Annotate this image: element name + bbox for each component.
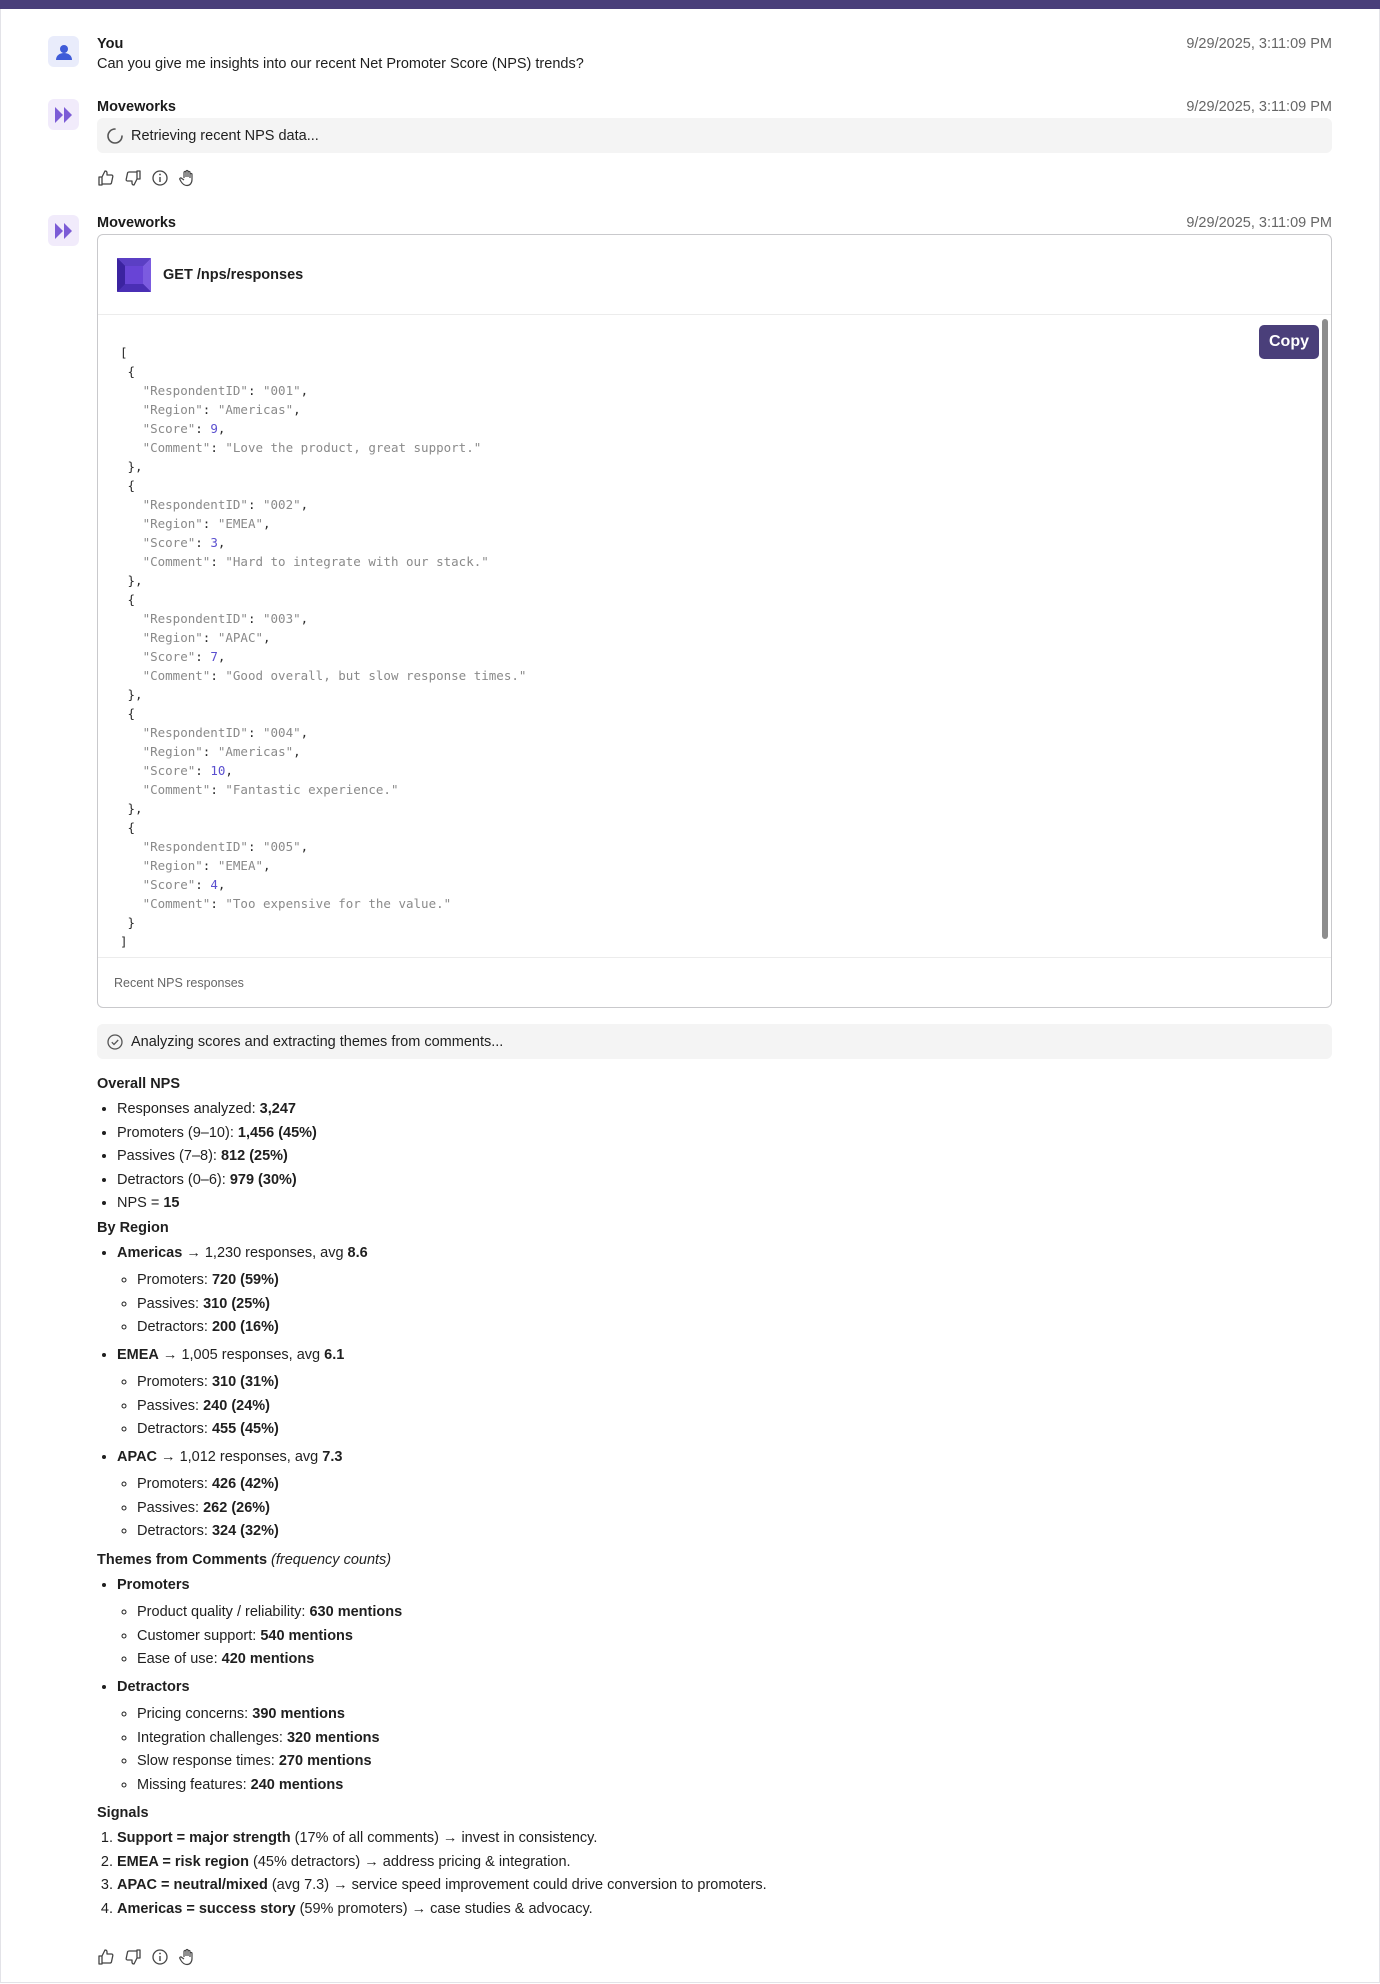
region-avg: 7.3 — [322, 1448, 343, 1465]
item-value: 15 — [163, 1195, 180, 1211]
timestamp: 9/29/2025, 3:11:09 PM — [1186, 99, 1332, 115]
message-actions-bottom — [97, 1948, 196, 1966]
region-name: Americas — [117, 1244, 183, 1261]
item-label: Promoters: — [137, 1272, 212, 1288]
item-label: NPS = — [117, 1195, 164, 1211]
overall-item — [117, 1145, 1327, 1169]
item-value: 979 (30%) — [229, 1171, 297, 1188]
item-label: Missing features: — [137, 1776, 251, 1793]
item-label: Customer support: — [137, 1627, 261, 1644]
theme-item — [137, 1727, 1327, 1751]
region-avg: 6.1 — [324, 1346, 345, 1363]
theme-item — [137, 1625, 1327, 1649]
status-bar — [97, 1024, 1332, 1059]
item-value: 310 (31%) — [211, 1374, 279, 1390]
item-label: Promoters: — [137, 1374, 212, 1390]
region-breakdown-item — [137, 1269, 1327, 1293]
code-scrollbar[interactable] — [1322, 319, 1328, 939]
theme-group — [117, 1574, 1327, 1672]
info-icon[interactable] — [151, 1948, 169, 1966]
region-breakdown — [117, 1473, 1327, 1544]
item-value: 426 (42%) — [211, 1476, 279, 1492]
region-breakdown-item — [137, 1395, 1327, 1419]
region-summary: → 1,230 responses, avg — [182, 1244, 348, 1261]
region-breakdown-item — [137, 1293, 1327, 1317]
theme-item — [137, 1648, 1327, 1672]
analysis-content — [97, 1074, 1327, 1921]
region-summary: → 1,005 responses, avg — [158, 1346, 325, 1363]
item-value: 240 mentions — [250, 1776, 344, 1793]
region-breakdown-item — [137, 1418, 1327, 1442]
signal-item — [117, 1851, 1327, 1875]
thumbs-up-icon[interactable] — [97, 1948, 115, 1966]
item-label: Integration challenges: — [137, 1729, 287, 1746]
timestamp: 9/29/2025, 3:11:09 PM — [1186, 36, 1332, 52]
item-value: 324 (32%) — [211, 1523, 279, 1539]
region-breakdown — [117, 1269, 1327, 1340]
bot-avatar — [48, 99, 79, 130]
item-label: Passives: — [137, 1397, 204, 1414]
item-value: 310 (25%) — [203, 1295, 270, 1312]
thumbs-down-icon[interactable] — [124, 169, 142, 187]
theme-items — [117, 1601, 1327, 1672]
item-value: 540 mentions — [260, 1627, 353, 1644]
signal-detail: (avg 7.3) → service speed improvement could drive conversion to promoters. — [267, 1877, 767, 1893]
region-breakdown-item — [137, 1497, 1327, 1521]
item-value: 3,247 — [259, 1101, 296, 1117]
top-accent-bar — [0, 0, 1380, 9]
item-label: Promoters (9–10): — [117, 1124, 238, 1141]
moveworks-logo-icon — [54, 106, 74, 124]
item-value: 812 (25%) — [220, 1148, 288, 1164]
region-item — [117, 1446, 1327, 1544]
moveworks-logo-icon — [54, 222, 74, 240]
region-avg: 8.6 — [347, 1244, 368, 1261]
api-response-card — [97, 234, 1332, 1008]
user-message — [48, 36, 1332, 76]
themes-list — [97, 1574, 1327, 1798]
region-breakdown-item — [137, 1371, 1327, 1395]
theme-item — [137, 1750, 1327, 1774]
overall-list — [97, 1098, 1327, 1216]
user-avatar — [48, 36, 79, 67]
region-breakdown-item — [137, 1316, 1327, 1340]
status-text: Retrieving recent NPS data... — [131, 127, 319, 144]
item-label: Passives: — [137, 1295, 204, 1312]
sender-name: You — [97, 36, 124, 52]
copy-button[interactable]: Copy — [1259, 325, 1319, 359]
message-text: Can you give me insights into our recent Net Promoter Score (NPS) trends? — [97, 56, 584, 72]
region-name: EMEA — [117, 1346, 159, 1363]
region-heading: By Region — [97, 1219, 169, 1236]
signal-title: Support = major strength — [117, 1830, 291, 1846]
item-value: 630 mentions — [309, 1604, 403, 1620]
sender-name: Moveworks — [97, 99, 176, 115]
overall-item — [117, 1122, 1327, 1146]
region-item — [117, 1242, 1327, 1340]
item-value: 420 mentions — [221, 1651, 315, 1667]
info-icon[interactable] — [151, 169, 169, 187]
bot-avatar — [48, 215, 79, 246]
status-text: Analyzing scores and extracting themes from comments... — [131, 1033, 504, 1050]
overall-item — [117, 1169, 1327, 1193]
themes-note: (frequency counts) — [271, 1551, 392, 1568]
item-label: Detractors: — [137, 1421, 212, 1437]
item-label: Ease of use: — [137, 1651, 222, 1667]
theme-group — [117, 1676, 1327, 1798]
overall-item — [117, 1098, 1327, 1122]
item-label: Product quality / reliability: — [137, 1604, 310, 1620]
timestamp: 9/29/2025, 3:11:09 PM — [1186, 215, 1332, 231]
theme-item — [137, 1774, 1327, 1798]
signal-detail: (59% promoters) → case studies & advocacy. — [295, 1900, 593, 1917]
user-icon — [55, 43, 73, 61]
item-value: 262 (26%) — [203, 1499, 270, 1516]
status-bar — [97, 118, 1332, 153]
signal-title: APAC = neutral/mixed — [117, 1877, 268, 1893]
message-actions — [97, 169, 196, 187]
spinner-icon — [106, 127, 124, 145]
item-label: Slow response times: — [137, 1753, 279, 1769]
signal-item — [117, 1827, 1327, 1851]
card-header — [98, 235, 1331, 315]
signal-detail: (45% detractors) → address pricing & integration. — [249, 1853, 571, 1870]
item-value: 320 mentions — [286, 1729, 380, 1746]
bot-message-api-response — [48, 215, 1332, 1060]
region-list — [97, 1242, 1327, 1544]
region-item — [117, 1344, 1327, 1442]
card-footer-caption: Recent NPS responses — [98, 957, 1331, 1007]
region-summary: → 1,012 responses, avg — [157, 1448, 323, 1465]
signal-item — [117, 1874, 1327, 1898]
item-value: 455 (45%) — [211, 1421, 279, 1437]
hand-icon[interactable] — [178, 1948, 196, 1966]
item-label: Passives (7–8): — [117, 1148, 221, 1164]
region-breakdown — [117, 1371, 1327, 1442]
code-viewer[interactable] — [98, 316, 1331, 952]
item-label: Passives: — [137, 1499, 204, 1516]
item-label: Detractors: — [137, 1523, 212, 1539]
signal-title: EMEA = risk region — [117, 1853, 250, 1870]
thumbs-up-icon[interactable] — [97, 169, 115, 187]
themes-title: Themes from Comments — [97, 1551, 268, 1568]
json-code-block: [ { "RespondentID": "001", "Region": "Americas", "Score": 9, "Comment": "Love the product, great support." }, { "RespondentID": "002", "Region": "EMEA", "Score": 3, "Comment": "Hard to integrate with our stack." }, { "RespondentID": "003", "Region": "APAC", "Score": 7, "Comment": "Good overall, but slow response times." }, { "RespondentID": "004", "Region": "Americas", "Score": 10, "Comment": "Fantastic experience." }, { "RespondentID": "005", "Region": "EMEA", "Score": 4, "Comment": "Too expensive for the value." } ] — [120, 345, 527, 949]
signals-list — [97, 1827, 1327, 1921]
item-label: Detractors: — [137, 1319, 212, 1335]
signal-detail: (17% of all comments) → invest in consistency. — [290, 1830, 598, 1846]
item-value: 270 mentions — [278, 1753, 372, 1769]
item-value: 240 (24%) — [203, 1397, 270, 1414]
theme-items — [117, 1703, 1327, 1797]
item-label: Responses analyzed: — [117, 1101, 260, 1117]
item-value: 1,456 (45%) — [237, 1124, 317, 1141]
card-title: GET /nps/responses — [163, 266, 304, 283]
overall-heading: Overall NPS — [97, 1076, 181, 1092]
region-breakdown-item — [137, 1473, 1327, 1497]
theme-group-name: Promoters — [117, 1576, 190, 1593]
region-name: APAC — [117, 1448, 158, 1465]
theme-item — [137, 1601, 1327, 1625]
bot-message-retrieving — [48, 99, 1332, 189]
themes-heading — [97, 1550, 1327, 1570]
thumbs-down-icon[interactable] — [124, 1948, 142, 1966]
sender-name: Moveworks — [97, 215, 176, 231]
item-value: 390 mentions — [252, 1706, 345, 1722]
check-circle-icon — [106, 1033, 124, 1051]
signals-heading: Signals — [97, 1805, 149, 1821]
item-label: Promoters: — [137, 1476, 212, 1492]
signal-item — [117, 1898, 1327, 1922]
item-value: 720 (59%) — [211, 1272, 279, 1288]
hand-icon[interactable] — [178, 169, 196, 187]
overall-item — [117, 1192, 1327, 1216]
region-breakdown-item — [137, 1520, 1327, 1544]
theme-group-name: Detractors — [117, 1678, 190, 1695]
item-label: Pricing concerns: — [137, 1706, 253, 1722]
item-value: 200 (16%) — [211, 1319, 279, 1335]
signal-title: Americas = success story — [117, 1900, 296, 1917]
item-label: Detractors (0–6): — [117, 1171, 230, 1188]
api-cube-icon — [117, 258, 151, 292]
theme-item — [137, 1703, 1327, 1727]
